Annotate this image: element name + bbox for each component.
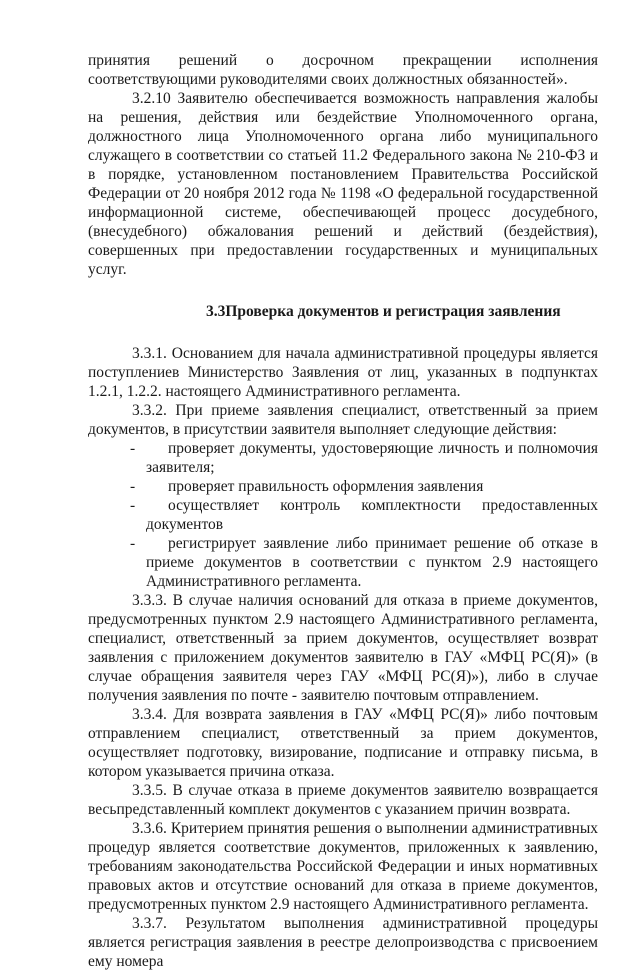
paragraph-3-3-2: 3.3.2. При приеме заявления специалист, ответственный за прием документов, в присутствии заявителя выполняет следующие действия: (88, 402, 598, 438)
list-item (88, 439, 598, 477)
section-heading: 3.3Проверка документов и регистрация заявления (206, 303, 561, 320)
paragraph-3-2-10: 3.2.10 Заявителю обеспечивается возможность направления жалобы на решения, действия или бездействие Уполномоченного органа, должностного лица Уполномоченного органа либо муниципального служащего в соответствии со статьей 11.2 Федерального закона № 210-ФЗ и в порядке, установленном постановлением Правительства Российской Федерации от 20 ноября 2012 года № 1198 «О федеральной государственной информационной системе, обеспечивающей процесс досудебного, (внесудебного) обжалования решений и действий (бездействия), совершенных при предоставлении государственных и муниципальных услуг. (88, 90, 598, 278)
list-item-text: осуществляет контроль комплектности предоставленных документов (146, 497, 598, 533)
list-item-text: проверяет правильность оформления заявления (168, 478, 484, 495)
list-item-text: регистрирует заявление либо принимает решение об отказе в приеме документов в соответствии с пунктом 2.9 настоящего Административного регламента. (146, 535, 598, 590)
bullet-dash: - (130, 535, 136, 552)
paragraph-3-3-5: 3.3.5. В случае отказа в приеме документов заявителю возвращается весьпредставленный комплект документов с указанием причин возврата. (88, 782, 598, 818)
paragraph-3-3-1: 3.3.1. Основанием для начала административной процедуры является поступлениев Министерство Заявления от лиц, указанных в подпунктах 1.2.1, 1.2.2. настоящего Административного регламента. (88, 345, 598, 400)
paragraph-3-3-3: 3.3.3. В случае наличия оснований для отказа в приеме документов, предусмотренных пунктом 2.9 настоящего Административного регламента, специалист, ответственный за прием документов, осуществляет возврат заявления с приложением документов заявителю в ГАУ «МФЦ РС(Я)» (в случае обращения заявителя через ГАУ «МФЦ РС(Я)»), либо в случае получения заявления по почте - заявителю почтовым отправлением. (88, 592, 598, 704)
paragraph-3-3-7: 3.3.7. Результатом выполнения административной процедуры является регистрация заявления в реестре делопроизводства с присвоением ему номера (88, 915, 598, 970)
paragraph-3-3-6: 3.3.6. Критерием принятия решения о выполнении административных процедур является соответствие документов, приложенных к заявлению, требованиям законодательства Российской Федерации и иных нормативных правовых актов и отсутствие оснований для отказа в приеме документов, предусмотренных пунктом 2.9 настоящего Административного регламента. (88, 820, 598, 913)
paragraph-continuation: принятия решений о досрочном прекращении исполнения соответствующими руководителями своих должностных обязанностей». (88, 52, 598, 88)
list-item (88, 496, 598, 534)
bullet-dash: - (130, 478, 136, 495)
list-item-text: проверяет документы, удостоверяющие личность и полномочия заявителя; (146, 440, 598, 476)
list-item (88, 477, 598, 496)
bullet-dash: - (130, 497, 136, 514)
bullet-dash: - (130, 440, 136, 457)
list-item (88, 534, 598, 591)
paragraph-3-3-4: 3.3.4. Для возврата заявления в ГАУ «МФЦ РС(Я)» либо почтовым отправлением специалист, ответственный за прием документов, осуществляет подготовку, визирование, подписание и отправку письма, в котором указывается причина отказа. (88, 706, 598, 780)
document-body (88, 51, 598, 971)
